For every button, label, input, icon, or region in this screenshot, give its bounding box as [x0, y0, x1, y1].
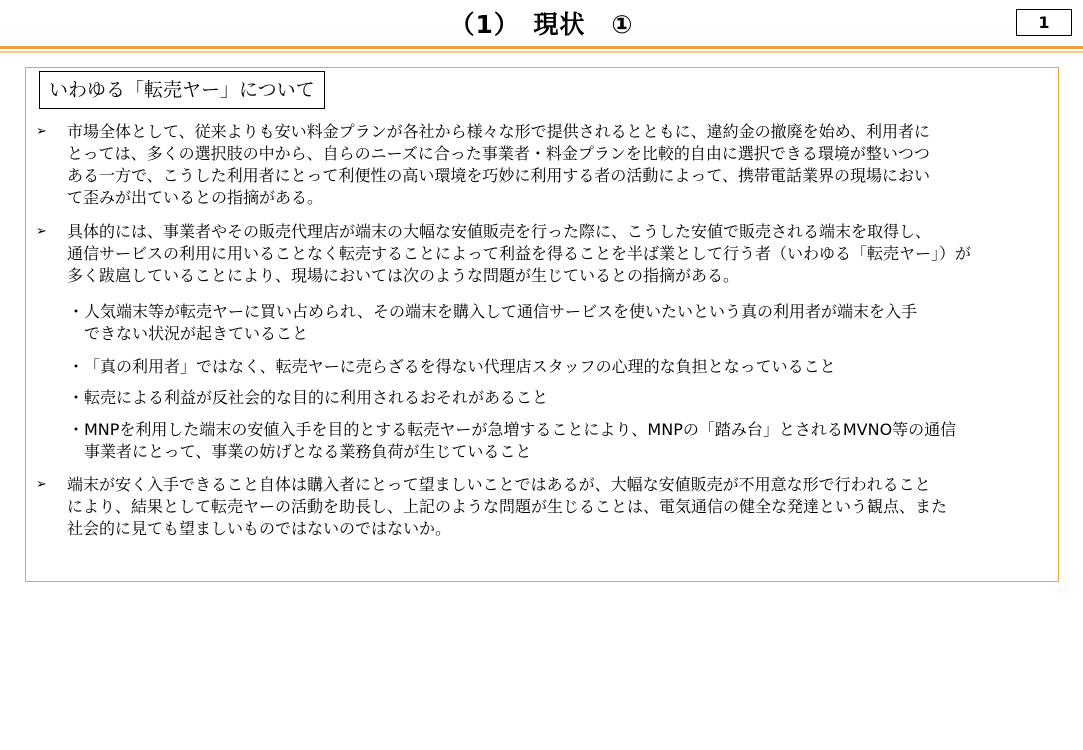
arrow-bullet-icon: ➢	[36, 224, 47, 239]
sub-list-item	[26, 419, 1060, 463]
content-box	[25, 67, 1059, 582]
sub-item-text-line: できない状況が起きていること	[84, 324, 309, 343]
bullet-text-line: 通信サービスの利用に用いることなく転売することによって利益を得ることを半ば業として行う者（いわゆる「転売ヤー」）が	[67, 244, 972, 263]
bullet-text-line: 具体的には、事業者やその販売代理店が端末の大幅な安値販売を行った際に、こうした安値で販売される端末を取得し、	[67, 222, 932, 241]
sub-item-text-line: 人気端末等が転売ヤーに買い占められ、その端末を購入して通信サービスを使いたいという真の利用者が端末を入手	[84, 302, 917, 321]
arrow-bullet-icon: ➢	[36, 477, 47, 492]
title-divider-secondary	[0, 51, 1083, 53]
sub-list-item	[26, 387, 1060, 409]
bullet-text-line: 端末が安く入手できること自体は購入者にとって望ましいことではあるが、大幅な安値販売が不用意な形で行われること	[67, 475, 931, 494]
sub-list-item	[26, 356, 1060, 378]
page-number: 1	[1016, 9, 1072, 36]
sub-list-item	[26, 301, 1060, 345]
bullet-text-line: 多く跋扈していることにより、現場においては次のような問題が生じているとの指摘がある。	[67, 266, 740, 285]
sub-item-text-line: 転売による利益が反社会的な目的に利用されるおそれがあること	[84, 388, 549, 407]
arrow-bullet-icon: ➢	[36, 124, 47, 139]
bullet-text-line: とっては、多くの選択肢の中から、自らのニーズに合った事業者・料金プランを比較的自由に選択できる環境が整いつつ	[67, 144, 930, 163]
bullet-item	[26, 221, 1060, 287]
sub-item-text-line: 事業者にとって、事業の妨げとなる業務負荷が生じていること	[84, 442, 532, 461]
bullet-item	[26, 121, 1060, 209]
sub-item-text-line: MNPを利用した端末の安値入手を目的とする転売ヤーが急増することにより、MNPの「踏み台」とされるMVNO等の通信	[84, 420, 957, 439]
bullet-text-line: により、結果として転売ヤーの活動を助長し、上記のような問題が生じることは、電気通信の健全な発達という観点、また	[67, 497, 948, 516]
bullet-item	[26, 474, 1060, 540]
dot-bullet-icon: ・	[68, 420, 85, 439]
bullet-text-line: 社会的に見ても望ましいものではないのではないか。	[67, 519, 452, 538]
bullet-text-line: 市場全体として、従来よりも安い料金プランが各社から様々な形で提供されるとともに、違約金の撤廃を始め、利用者に	[67, 122, 931, 141]
dot-bullet-icon: ・	[68, 388, 85, 407]
slide-title: （1） 現状 ①	[449, 10, 634, 39]
bullet-text-line: て歪みが出ているとの指摘がある。	[67, 188, 324, 207]
title-divider	[0, 46, 1083, 49]
section-heading: いわゆる「転売ヤー」について	[39, 71, 325, 109]
dot-bullet-icon: ・	[68, 357, 85, 376]
bullet-text-line: ある一方で、こうした利用者にとって利便性の高い環境を巧妙に利用する者の活動によって、携帯電話業界の現場におい	[67, 166, 931, 185]
sub-item-text-line: 「真の利用者」ではなく、転売ヤーに売らざるを得ない代理店スタッフの心理的な負担となっていること	[84, 357, 836, 376]
dot-bullet-icon: ・	[68, 302, 85, 321]
